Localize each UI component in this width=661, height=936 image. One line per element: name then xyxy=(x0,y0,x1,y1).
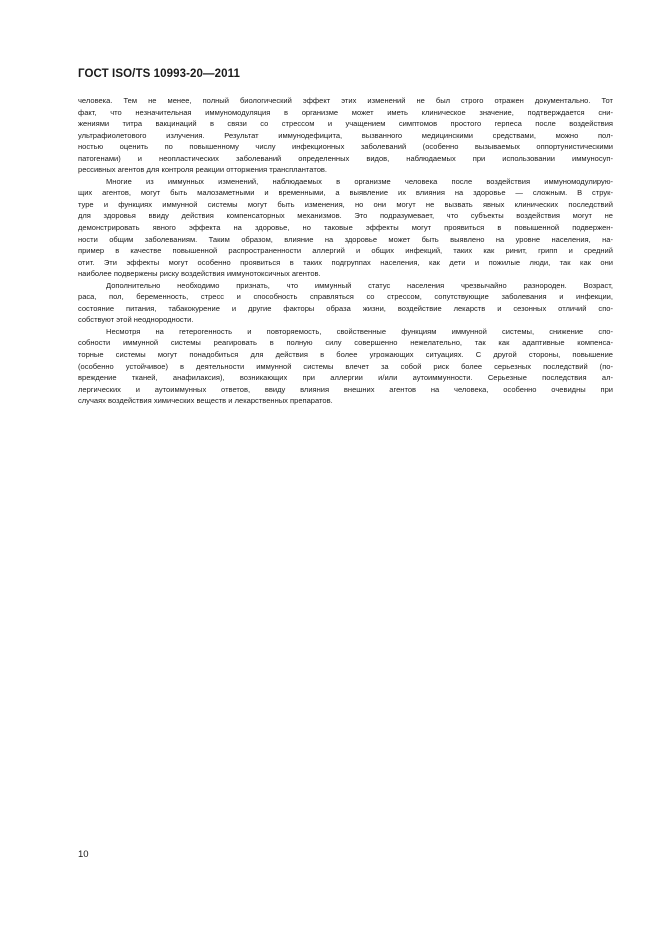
text-line: отит. Эти эффекты могут особенно проявиться в таких подгруппах населения, как дети и пожилые люди, так как они xyxy=(78,257,613,267)
paragraph-3 xyxy=(78,280,613,326)
text-line: факт, что незначительная иммуномодуляция в организме может иметь клиническое значение, подтверждается сни- xyxy=(78,107,613,117)
body-text xyxy=(78,95,613,407)
text-line: для здоровья ввиду действия компенсаторных механизмов. Это подразумевает, что субъекты воздействия могут не xyxy=(78,211,613,221)
text-line: демонстрировать явного эффекта на здоровье, но таковые эффекты могут проявиться в повышенной подвержен- xyxy=(78,223,613,233)
text-line: человека. Тем не менее, полный биологический эффект этих изменений не был строго отражен документально. Тот xyxy=(78,96,613,105)
text-line: ностью оценить по повышенному числу инфекционных заболеваний (особенно вызываемых оппортунистическими xyxy=(78,142,613,152)
text-line: наиболее подвержены риску воздействия иммунотоксичных агентов. xyxy=(78,269,321,279)
text-line: состояние питания, табакокурение и другие факторы образа жизни, воздействие лекарств и сезонных отличий спо- xyxy=(78,303,613,313)
text-line: Дополнительно необходимо признать, что иммунный статус населения чрезвычайно разнороден. Возраст, xyxy=(106,280,613,290)
paragraph-1 xyxy=(78,95,613,176)
text-line: ультрафиолетового излучения. Результат иммунодефицита, вызванного медицинскими средствами, можно пол- xyxy=(78,130,613,140)
text-line: (особенно устойчивое) в деятельности иммунной системы влечет за собой риск более серьезных последствий (по- xyxy=(78,361,613,371)
text-line: Многие из иммунных изменений, наблюдаемых в организме человека после воздействия иммуномодулирую- xyxy=(106,176,613,186)
text-line: торные системы могут понадобиться для действия в более угрожающих ситуациях. С другой стороны, повышение xyxy=(78,350,613,360)
text-line: лергических и аутоиммунных ответов, ввиду влияния внешних агентов на человека, особенно очевидны при xyxy=(78,384,613,394)
text-line: раса, пол, беременность, стресс и способность справляться со стрессом, сопутствующие заболевания и инфекции, xyxy=(78,292,613,302)
page-number: 10 xyxy=(78,849,89,860)
text-line: рессивных агентов для контроля реакции отторжения трансплантатов. xyxy=(78,165,328,175)
text-line: собности иммунной системы реагировать в полную силу совершенно нежелательно, так как адаптивные компенса- xyxy=(78,338,613,348)
paragraph-2 xyxy=(78,176,613,280)
paragraph-4 xyxy=(78,326,613,407)
text-line: щих агентов, могут быть малозаметными и временными, а выявление их влияния на здоровье — сложным. В струк- xyxy=(78,188,613,198)
document-header-title: ГОСТ ISO/TS 10993-20—2011 xyxy=(78,68,240,80)
text-line: пример в качестве повышенной распространенности аллергий и общих инфекций, таких как ринит, грипп и средний xyxy=(78,246,613,256)
text-line: собствуют этой неоднородности. xyxy=(78,315,194,325)
text-line: ности общим заболеваниям. Таким образом, влияние на здоровье может быть выявлено на уровне населения, на- xyxy=(78,234,613,244)
text-line: Несмотря на гетерогенность и повторяемость, свойственные функциям иммунной системы, снижение спо- xyxy=(106,326,613,336)
text-line: туре и функциях иммунной системы могут быть изменения, но они могут не вызвать явных клинических последствий xyxy=(78,199,613,209)
text-line: жениями титра вакцинаций в связи со стрессом и учащением симптомов простого герпеса после воздействия xyxy=(78,119,613,129)
text-line: патогенами) и неопластических заболеваний определенных видов, наблюдаемых при использовании иммуносуп- xyxy=(78,153,613,163)
text-line: случаях воздействия химических веществ и лекарственных препаратов. xyxy=(78,396,333,406)
text-line: вреждение тканей, анафилаксия), возникающих при аллергии и/или аутоиммунности. Серьезные последствия ал- xyxy=(78,373,613,383)
